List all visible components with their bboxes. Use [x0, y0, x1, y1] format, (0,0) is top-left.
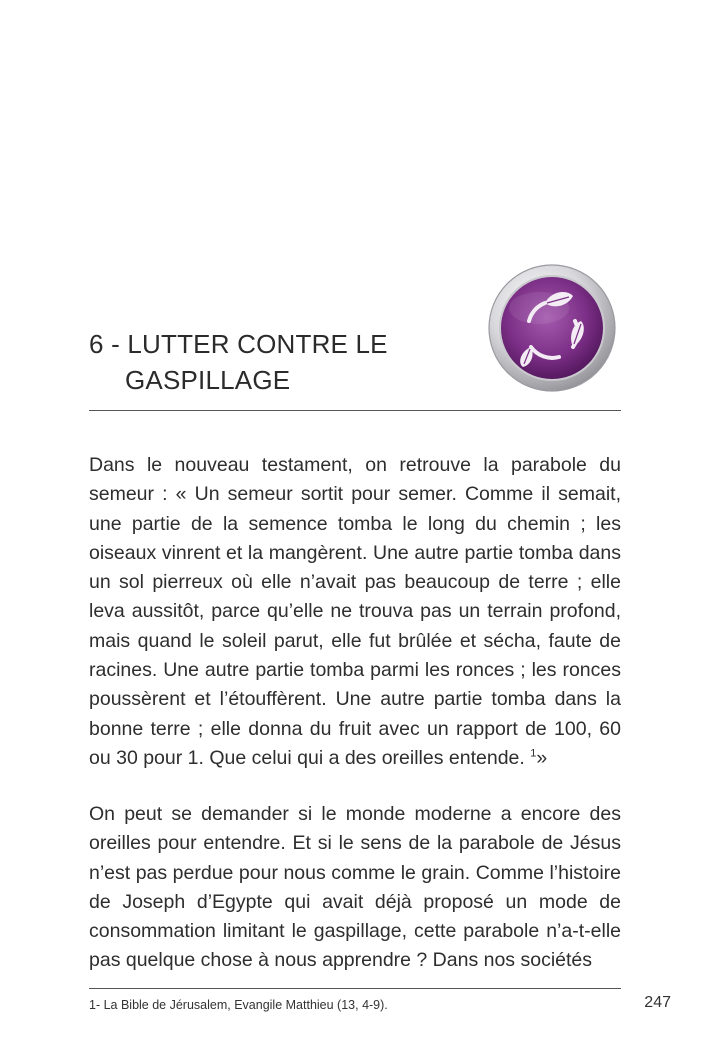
paragraph-2: On peut se demander si le monde moderne a encore des oreilles pour entendre. Et si le sens de la parabole de Jésus n’est pas perdue pour nous comme le grain. Comme l’histoire de Joseph d’Egypte qui avait déjà proposé un mode de consommation limitant le gaspillage, cette parabole n’a-t-elle pas quelque chose à nous apprendre ? Dans nos sociétés [89, 803, 621, 972]
paragraph-1-text: Dans le nouveau testament, on retrouve la parabole du semeur : « Un semeur sortit pour semer. Comme il semait, une partie de la semence tomba le long du chemin ; les oiseaux vinrent et la mangèrent. Une autre partie tomba dans un sol pierreux où elle n’avait pas beaucoup de terre ; elle leva aussitôt, parce qu’elle ne trouva pas un terrain profond, mais quand le soleil parut, elle fut brûlée et sécha, faute de racines. Une autre partie tomba parmi les ronces ; les ronces poussèrent et l’étouffèrent. Une autre partie tomba dans la bonne terre ; elle donna du fruit avec un rapport de 100, 60 ou 30 pour 1. Que celui qui a des oreilles entende. [89, 454, 621, 769]
page-number: 247 [644, 994, 671, 1011]
footnote-divider [89, 988, 621, 989]
paragraph-1 [89, 451, 621, 773]
chapter-title-line1: 6 - LUTTER CONTRE LE [89, 329, 388, 359]
footnote-reference: 1 [530, 747, 537, 760]
leaf-cycle-icon [487, 263, 617, 393]
quote-close: » [536, 746, 548, 769]
footnote: 1- La Bible de Jérusalem, Evangile Matthieu (13, 4-9). [89, 998, 388, 1012]
chapter-title-line2: GASPILLAGE [125, 365, 291, 395]
chapter-title [89, 326, 469, 398]
title-divider [89, 410, 621, 411]
